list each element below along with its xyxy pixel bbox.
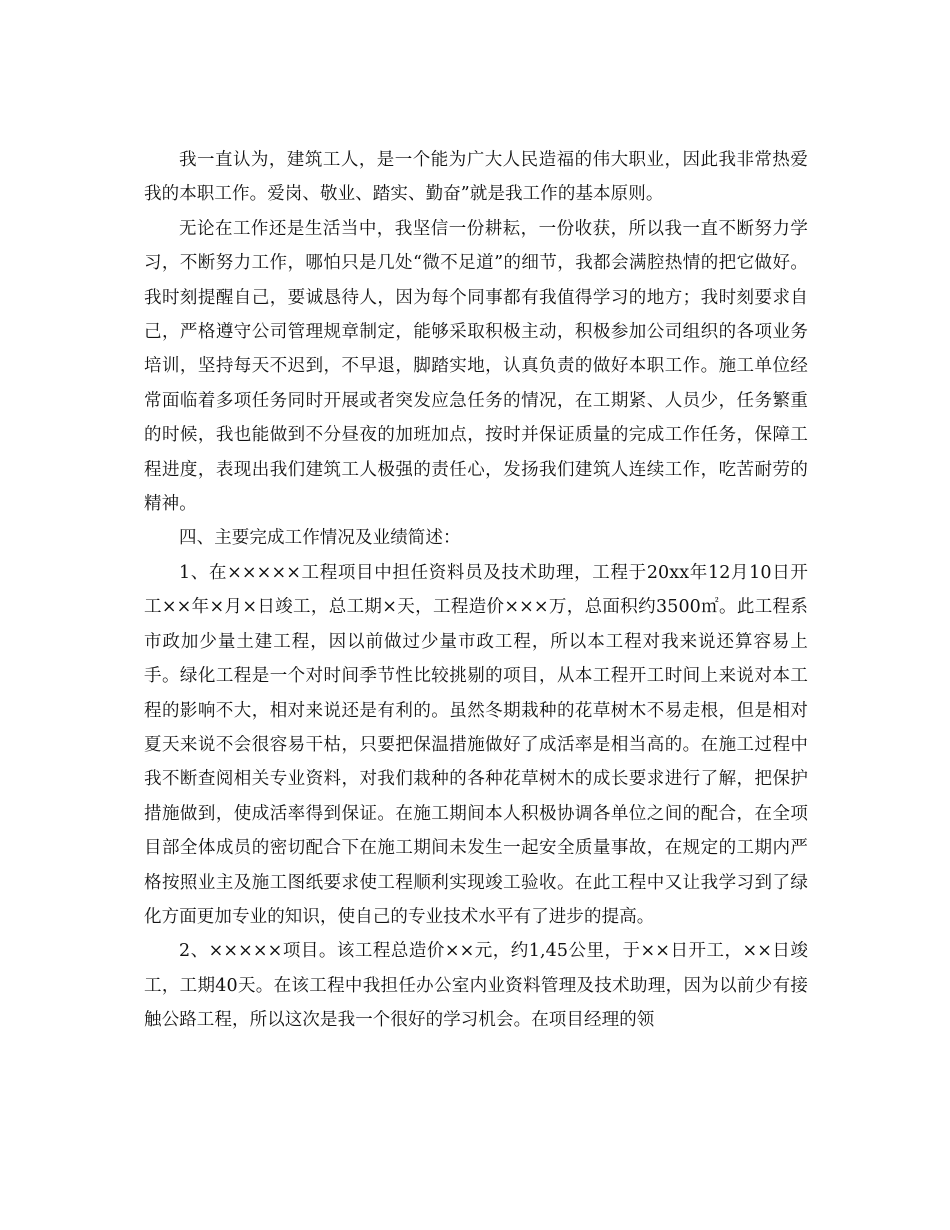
paragraph-1: 我一直认为，建筑工人，是一个能为广大人民造福的伟大职业，因此我非常热爱我的本职工作。爱岗、敬业、踏实、勤奋”就是我工作的基本原则。	[144, 150, 808, 205]
document-page	[144, 143, 808, 1038]
paragraph-5: 2、×××××项目。该工程总造价××元，约1,45公里，于××日开工，××日竣工，工期40天。在该工程中我担任办公室内业资料管理及技术助理，因为以前少有接触公路工程，所以这次是我一个很好的学习机会。在项目经理的领	[144, 941, 808, 1031]
paragraph-3: 四、主要完成工作情况及业绩简述：	[179, 528, 461, 549]
paragraph-2: 无论在工作还是生活当中，我坚信一份耕耘，一份收获，所以我一直不断努力学习，不断努力工作，哪怕只是几处“微不足道”的细节，我都会满腔热情的把它做好。我时刻提醒自己，要诚恳待人，因为每个同事都有我值得学习的地方；我时刻要求自己，严格遵守公司管理规章制定，能够采取积极主动，积极参加公司组织的各项业务培训，坚持每天不迟到，不早退，脚踏实地，认真负责的做好本职工作。施工单位经常面临着多项任务同时开展或者突发应急任务的情况，在工期紧、人员少，任务繁重的时候，我也能做到不分昼夜的加班加点，按时并保证质量的完成工作任务，保障工程进度，表现出我们建筑工人极强的责任心，发扬我们建筑人连续工作，吃苦耐劳的精神。	[144, 218, 808, 515]
paragraph-4: 1、在×××××工程项目中担任资料员及技术助理，工程于20xx年12月10日开工××年×月×日竣工，总工期×天，工程造价×××万，总面积约3500㎡。此工程系市政加少量土建工程，因以前做过少量市政工程，所以本工程对我来说还算容易上手。绿化工程是一个对时间季节性比较挑剔的项目，从本工程开工时间上来说对本工程的影响不大，相对来说还是有利的。虽然冬期栽种的花草树木不易走根，但是相对夏天来说不会很容易干枯，只要把保温措施做好了成活率是相当高的。在施工过程中我不断查阅相关专业资料，对我们栽种的各种花草树木的成长要求进行了解，把保护措施做到，使成活率得到保证。在施工期间本人积极协调各单位之间的配合，在全项目部全体成员的密切配合下在施工期间未发生一起安全质量事故，在规定的工期内严格按照业主及施工图纸要求使工程顺利实现竣工验收。在此工程中又让我学习到了绿化方面更加专业的知识，使自己的专业技术水平有了进步的提高。	[144, 562, 808, 927]
